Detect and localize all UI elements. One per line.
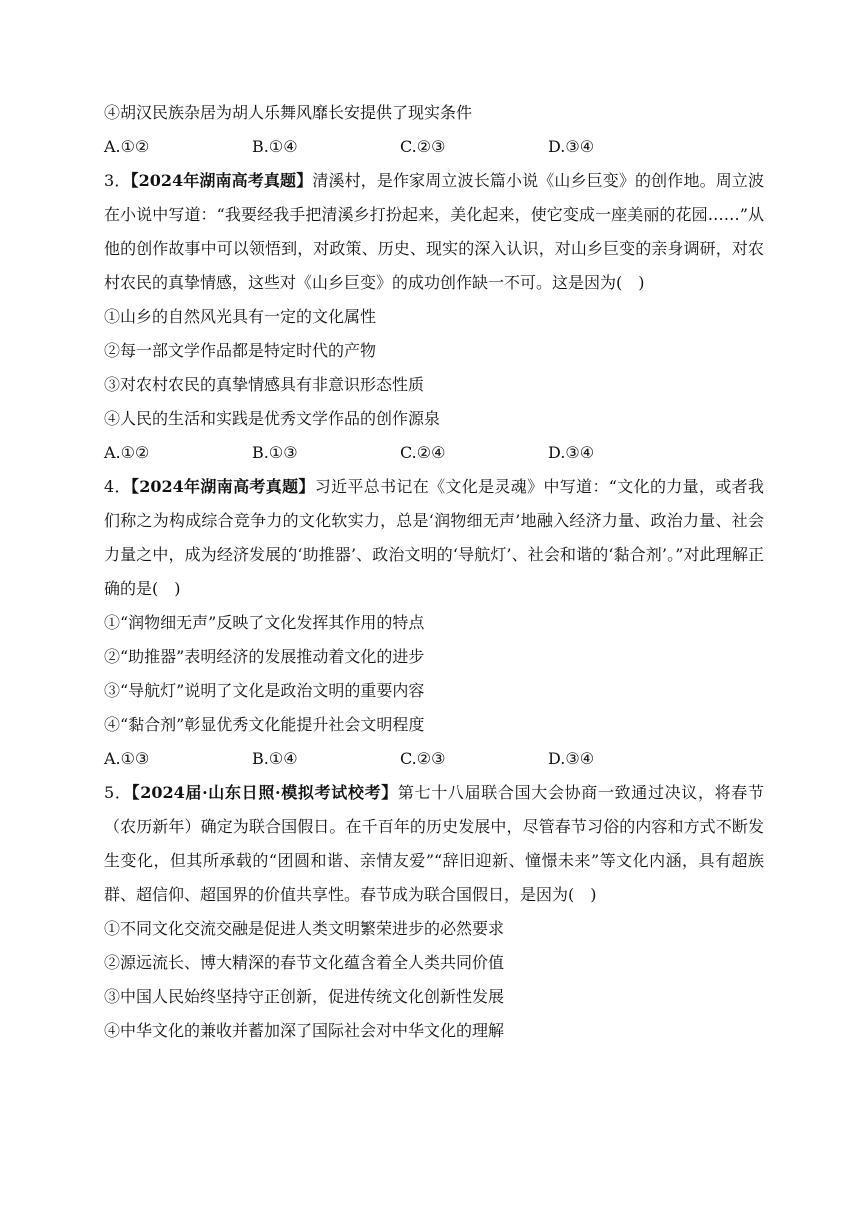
- question-page: [104, 96, 764, 1048]
- q4-number: 4．: [104, 477, 131, 496]
- q2-option-a: A.①②: [104, 137, 150, 156]
- q5-stem-text: 第七十八届联合国大会协商一致通过决议，将春节（农历新年）确定为联合国假日。在千百年的历史发展中，尽管春节习俗的内容和方式不断发生变化，但其所承载的“团圆和谐、亲情友爱”“辞旧迎新、憧憬未来”等文化内涵，具有超族群、超信仰、超国界的价值共享性。春节成为联合国假日，是因为( ): [104, 783, 764, 904]
- q2-options: [104, 130, 764, 164]
- q5-source: 【2024届·山东日照·模拟考试校考】: [131, 783, 398, 802]
- q4-option-a: A.①③: [104, 749, 150, 768]
- q5-statement-3: ③中国人民始终坚持守正创新，促进传统文化创新性发展: [104, 987, 505, 1006]
- q4-options: [104, 742, 764, 776]
- q3-source: 【2024年湖南高考真题】: [130, 171, 313, 190]
- q2-statement-4: ④胡汉民族杂居为胡人乐舞风靡长安提供了现实条件: [104, 103, 473, 122]
- q2-option-d: D.③④: [548, 137, 595, 156]
- q3-option-d: D.③④: [548, 443, 595, 462]
- q4-stem-text: 习近平总书记在《文化是灵魂》中写道：“文化的力量，或者我们称之为构成综合竞争力的文化软实力，总是‘润物细无声’地融入经济力量、政治力量、社会力量之中，成为经济发展的‘助推器’、政治文明的‘导航灯’、社会和谐的‘黏合剂’。”对此理解正确的是( ): [104, 477, 764, 598]
- q3-statement-2: ②每一部文学作品都是特定时代的产物: [104, 341, 377, 360]
- q4-source: 【2024年湖南高考真题】: [130, 477, 315, 496]
- q4-statement-4: ④“黏合剂”彰显优秀文化能提升社会文明程度: [104, 715, 425, 734]
- q4-statement-1: ①“润物细无声”反映了文化发挥其作用的特点: [104, 613, 425, 632]
- q3-stem-text: 清溪村，是作家周立波长篇小说《山乡巨变》的创作地。周立波在小说中写道：“我要经我手把清溪乡打扮起来，美化起来，使它变成一座美丽的花园……”从他的创作故事中可以领悟到，对政策、历史、现实的深入认识，对山乡巨变的亲身调研，对农村农民的真挚情感，这些对《山乡巨变》的成功创作缺一不可。这是因为( ): [104, 171, 764, 292]
- q3-stem: [104, 164, 764, 300]
- q4-option-d: D.③④: [548, 749, 595, 768]
- q5-statement-4: ④中华文化的兼收并蓄加深了国际社会对中华文化的理解: [104, 1021, 505, 1040]
- q2-option-c: C.②③: [400, 137, 446, 156]
- q4-statement-3: ③“导航灯”说明了文化是政治文明的重要内容: [104, 681, 425, 700]
- q2-option-b: B.①④: [252, 137, 298, 156]
- q4-option-c: C.②③: [400, 749, 446, 768]
- q4-statement-2: ②“助推器”表明经济的发展推动着文化的进步: [104, 647, 425, 666]
- q3-number: 3．: [104, 171, 131, 190]
- q3-option-b: B.①③: [252, 443, 298, 462]
- q5-statement-2: ②源远流长、博大精深的春节文化蕴含着全人类共同价值: [104, 953, 505, 972]
- q5-stem: [104, 776, 764, 912]
- q5-statement-1: ①不同文化交流交融是促进人类文明繁荣进步的必然要求: [104, 919, 505, 938]
- q5-number: 5．: [104, 783, 132, 802]
- q3-statement-3: ③对农村农民的真挚情感具有非意识形态性质: [104, 375, 425, 394]
- q3-statement-1: ①山乡的自然风光具有一定的文化属性: [104, 307, 377, 326]
- q3-statement-4: ④人民的生活和实践是优秀文学作品的创作源泉: [104, 409, 441, 428]
- q3-option-c: C.②④: [400, 443, 446, 462]
- q3-options: [104, 436, 764, 470]
- q4-stem: [104, 470, 764, 606]
- q3-option-a: A.①②: [104, 443, 150, 462]
- q4-option-b: B.①④: [252, 749, 298, 768]
